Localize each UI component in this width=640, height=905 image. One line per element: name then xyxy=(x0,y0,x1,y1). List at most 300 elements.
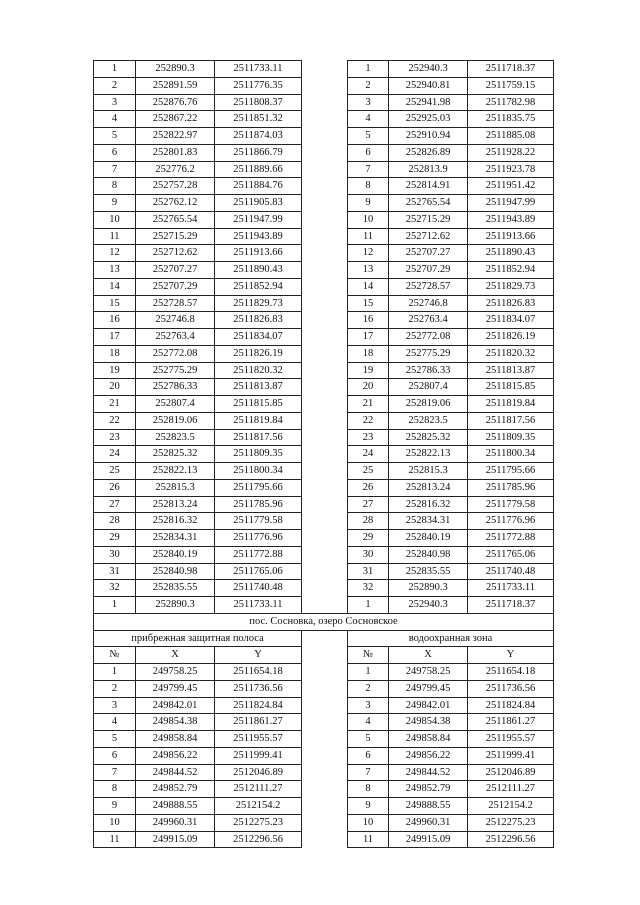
right-point-num: 31 xyxy=(348,563,389,580)
left-point-num: 5 xyxy=(94,731,136,748)
left-y-value: 2511800.34 xyxy=(215,463,302,480)
gap-cell xyxy=(302,312,348,329)
right-x-value: 252772.08 xyxy=(389,329,468,346)
gap-cell xyxy=(302,764,348,781)
left-y-value: 2511913.66 xyxy=(215,245,302,262)
right-x-value: 252834.31 xyxy=(389,513,468,530)
left-x-value: 252835.55 xyxy=(136,580,215,597)
table-row xyxy=(94,530,554,547)
left-x-value: 252707.27 xyxy=(136,262,215,279)
right-y-value: 2511890.43 xyxy=(468,245,554,262)
left-point-num: 25 xyxy=(94,463,136,480)
left-y-value: 2511772.88 xyxy=(215,546,302,563)
left-y-value: 2511809.35 xyxy=(215,446,302,463)
left-point-num: 9 xyxy=(94,195,136,212)
left-x-value: 252807.4 xyxy=(136,396,215,413)
right-point-num: 28 xyxy=(348,513,389,530)
right-x-value: 252728.57 xyxy=(389,278,468,295)
left-point-num: 7 xyxy=(94,161,136,178)
right-point-num: 7 xyxy=(348,161,389,178)
right-point-num: 10 xyxy=(348,211,389,228)
left-y-value: 2511815.85 xyxy=(215,396,302,413)
right-y-value: 2511852.94 xyxy=(468,262,554,279)
right-y-value: 2512046.89 xyxy=(468,764,554,781)
table-row xyxy=(94,278,554,295)
left-x-value: 252819.06 xyxy=(136,412,215,429)
left-y-value: 2511890.43 xyxy=(215,262,302,279)
left-point-num: 20 xyxy=(94,379,136,396)
table-row xyxy=(94,664,554,681)
right-x-value: 252712.62 xyxy=(389,228,468,245)
right-point-num: 16 xyxy=(348,312,389,329)
left-point-num: 7 xyxy=(94,764,136,781)
left-point-num: 19 xyxy=(94,362,136,379)
left-x-value: 252707.29 xyxy=(136,278,215,295)
left-point-num: 4 xyxy=(94,714,136,731)
table-row xyxy=(94,245,554,262)
left-y-value: 2511852.94 xyxy=(215,278,302,295)
left-y-value: 2511736.56 xyxy=(215,680,302,697)
right-point-num: 2 xyxy=(348,680,389,697)
right-point-num: 8 xyxy=(348,781,389,798)
right-x-value: 252822.13 xyxy=(389,446,468,463)
left-point-num: 31 xyxy=(94,563,136,580)
left-point-num: 10 xyxy=(94,211,136,228)
left-y-value: 2511776.35 xyxy=(215,77,302,94)
left-point-num: 32 xyxy=(94,580,136,597)
right-x-value: 249960.31 xyxy=(389,814,468,831)
gap-cell xyxy=(302,412,348,429)
right-y-value: 2511999.41 xyxy=(468,747,554,764)
right-point-num: 24 xyxy=(348,446,389,463)
left-point-num: 28 xyxy=(94,513,136,530)
gap-cell xyxy=(302,630,348,647)
gap-cell xyxy=(302,278,348,295)
left-x-value: 252823.5 xyxy=(136,429,215,446)
right-point-num: 5 xyxy=(348,128,389,145)
right-x-value: 249758.25 xyxy=(389,664,468,681)
right-y-value: 2511824.84 xyxy=(468,697,554,714)
left-y-value: 2511884.76 xyxy=(215,178,302,195)
right-point-num: 11 xyxy=(348,228,389,245)
left-point-num: 17 xyxy=(94,329,136,346)
location-title-row xyxy=(94,613,554,630)
right-x-value: 252840.19 xyxy=(389,530,468,547)
right-header-num: № xyxy=(348,647,389,664)
table-row xyxy=(94,161,554,178)
right-y-value: 2511782.98 xyxy=(468,94,554,111)
section-header xyxy=(94,613,554,663)
left-x-value: 252840.19 xyxy=(136,546,215,563)
gap-cell xyxy=(302,463,348,480)
table-row xyxy=(94,747,554,764)
right-x-value: 252707.27 xyxy=(389,245,468,262)
left-x-value: 252712.62 xyxy=(136,245,215,262)
right-y-value: 2511772.88 xyxy=(468,530,554,547)
left-y-value: 2511785.96 xyxy=(215,496,302,513)
gap-cell xyxy=(302,580,348,597)
left-y-value: 2511874.03 xyxy=(215,128,302,145)
left-point-num: 8 xyxy=(94,178,136,195)
gap-cell xyxy=(302,647,348,664)
right-point-num: 5 xyxy=(348,731,389,748)
left-y-value: 2511820.32 xyxy=(215,362,302,379)
right-point-num: 22 xyxy=(348,412,389,429)
table-row xyxy=(94,396,554,413)
right-y-value: 2511779.58 xyxy=(468,496,554,513)
right-y-value: 2511947.99 xyxy=(468,195,554,212)
left-y-value: 2511733.11 xyxy=(215,61,302,78)
left-y-value: 2511889.66 xyxy=(215,161,302,178)
right-y-value: 2511913.66 xyxy=(468,228,554,245)
right-y-value: 2511654.18 xyxy=(468,664,554,681)
left-x-value: 252890.3 xyxy=(136,597,215,614)
left-x-value: 252840.98 xyxy=(136,563,215,580)
right-x-value: 249842.01 xyxy=(389,697,468,714)
left-point-num: 11 xyxy=(94,228,136,245)
gap-cell xyxy=(302,680,348,697)
left-y-value: 2511808.37 xyxy=(215,94,302,111)
right-y-value: 2511834.07 xyxy=(468,312,554,329)
left-point-num: 6 xyxy=(94,144,136,161)
upper-table-body xyxy=(94,61,554,614)
left-x-value: 252825.32 xyxy=(136,446,215,463)
right-y-value: 2511800.34 xyxy=(468,446,554,463)
right-point-num: 3 xyxy=(348,697,389,714)
left-y-value: 2511866.79 xyxy=(215,144,302,161)
right-y-value: 2511885.08 xyxy=(468,128,554,145)
right-point-num: 29 xyxy=(348,530,389,547)
gap-cell xyxy=(302,814,348,831)
gap-cell xyxy=(302,781,348,798)
left-point-num: 3 xyxy=(94,697,136,714)
gap-cell xyxy=(302,731,348,748)
right-point-num: 26 xyxy=(348,479,389,496)
left-y-value: 2511733.11 xyxy=(215,597,302,614)
table-row xyxy=(94,195,554,212)
table-row xyxy=(94,329,554,346)
table-row xyxy=(94,714,554,731)
left-y-value: 2511851.32 xyxy=(215,111,302,128)
gap-cell xyxy=(302,128,348,145)
left-x-value: 249915.09 xyxy=(136,831,215,848)
table-row xyxy=(94,429,554,446)
right-y-value: 2511815.85 xyxy=(468,379,554,396)
right-point-num: 8 xyxy=(348,178,389,195)
table-row xyxy=(94,61,554,78)
gap-cell xyxy=(302,446,348,463)
right-x-value: 252925.03 xyxy=(389,111,468,128)
left-x-value: 252813.24 xyxy=(136,496,215,513)
table-row xyxy=(94,295,554,312)
right-point-num: 32 xyxy=(348,580,389,597)
left-y-value: 2512296.56 xyxy=(215,831,302,848)
table-row xyxy=(94,128,554,145)
right-y-value: 2511776.96 xyxy=(468,513,554,530)
right-x-value: 249888.55 xyxy=(389,798,468,815)
left-x-value: 249842.01 xyxy=(136,697,215,714)
left-y-value: 2512154.2 xyxy=(215,798,302,815)
left-y-value: 2511826.19 xyxy=(215,345,302,362)
left-point-num: 22 xyxy=(94,412,136,429)
left-point-num: 1 xyxy=(94,664,136,681)
table-row xyxy=(94,345,554,362)
table-row xyxy=(94,513,554,530)
right-x-value: 252825.32 xyxy=(389,429,468,446)
gap-cell xyxy=(302,195,348,212)
left-y-value: 2511905.83 xyxy=(215,195,302,212)
left-point-num: 5 xyxy=(94,128,136,145)
left-y-value: 2511779.58 xyxy=(215,513,302,530)
right-point-num: 14 xyxy=(348,278,389,295)
gap-cell xyxy=(302,798,348,815)
left-section-title: прибрежная защитная полоса xyxy=(94,630,302,647)
left-point-num: 27 xyxy=(94,496,136,513)
gap-cell xyxy=(302,396,348,413)
table-row xyxy=(94,580,554,597)
left-y-value: 2511795.66 xyxy=(215,479,302,496)
left-y-value: 2511813.87 xyxy=(215,379,302,396)
gap-cell xyxy=(302,479,348,496)
left-point-num: 1 xyxy=(94,61,136,78)
left-y-value: 2512046.89 xyxy=(215,764,302,781)
left-y-value: 2512111.27 xyxy=(215,781,302,798)
right-point-num: 19 xyxy=(348,362,389,379)
right-point-num: 3 xyxy=(348,94,389,111)
right-y-value: 2511809.35 xyxy=(468,429,554,446)
right-x-value: 252941.98 xyxy=(389,94,468,111)
left-y-value: 2512275.23 xyxy=(215,814,302,831)
left-point-num: 11 xyxy=(94,831,136,848)
right-x-value: 252840.98 xyxy=(389,546,468,563)
left-y-value: 2511654.18 xyxy=(215,664,302,681)
table-row xyxy=(94,412,554,429)
gap-cell xyxy=(302,178,348,195)
right-point-num: 6 xyxy=(348,144,389,161)
left-point-num: 4 xyxy=(94,111,136,128)
right-y-value: 2511736.56 xyxy=(468,680,554,697)
left-point-num: 29 xyxy=(94,530,136,547)
right-y-value: 2511835.75 xyxy=(468,111,554,128)
table-row xyxy=(94,831,554,848)
gap-cell xyxy=(302,262,348,279)
left-y-value: 2511824.84 xyxy=(215,697,302,714)
right-y-value: 2511955.57 xyxy=(468,731,554,748)
right-x-value: 252814.91 xyxy=(389,178,468,195)
right-y-value: 2511928.22 xyxy=(468,144,554,161)
left-point-num: 24 xyxy=(94,446,136,463)
left-point-num: 18 xyxy=(94,345,136,362)
right-x-value: 249852.79 xyxy=(389,781,468,798)
right-point-num: 13 xyxy=(348,262,389,279)
left-y-value: 2511947.99 xyxy=(215,211,302,228)
right-point-num: 21 xyxy=(348,396,389,413)
table-row xyxy=(94,479,554,496)
right-x-value: 249854.38 xyxy=(389,714,468,731)
right-point-num: 20 xyxy=(348,379,389,396)
right-y-value: 2511718.37 xyxy=(468,61,554,78)
left-point-num: 23 xyxy=(94,429,136,446)
left-y-value: 2511817.56 xyxy=(215,429,302,446)
left-x-value: 252801.83 xyxy=(136,144,215,161)
left-x-value: 252867.22 xyxy=(136,111,215,128)
right-x-value: 252823.5 xyxy=(389,412,468,429)
right-y-value: 2511765.06 xyxy=(468,546,554,563)
right-point-num: 1 xyxy=(348,664,389,681)
right-y-value: 2511718.37 xyxy=(468,597,554,614)
right-x-value: 252765.54 xyxy=(389,195,468,212)
table-row xyxy=(94,312,554,329)
right-point-num: 18 xyxy=(348,345,389,362)
gap-cell xyxy=(302,831,348,848)
right-x-value: 249799.45 xyxy=(389,680,468,697)
left-header-x: X xyxy=(136,647,215,664)
right-x-value: 252910.94 xyxy=(389,128,468,145)
right-y-value: 2512275.23 xyxy=(468,814,554,831)
gap-cell xyxy=(302,747,348,764)
right-x-value: 249915.09 xyxy=(389,831,468,848)
table-row xyxy=(94,563,554,580)
table-row xyxy=(94,814,554,831)
right-point-num: 9 xyxy=(348,195,389,212)
gap-cell xyxy=(302,714,348,731)
gap-cell xyxy=(302,697,348,714)
right-point-num: 11 xyxy=(348,831,389,848)
table-row xyxy=(94,680,554,697)
gap-cell xyxy=(302,228,348,245)
right-point-num: 12 xyxy=(348,245,389,262)
right-y-value: 2511819.84 xyxy=(468,396,554,413)
left-x-value: 249960.31 xyxy=(136,814,215,831)
right-x-value: 252940.3 xyxy=(389,597,468,614)
left-y-value: 2511765.06 xyxy=(215,563,302,580)
table-row xyxy=(94,94,554,111)
right-x-value: 252775.29 xyxy=(389,345,468,362)
left-x-value: 249888.55 xyxy=(136,798,215,815)
left-x-value: 252776.2 xyxy=(136,161,215,178)
left-x-value: 249758.25 xyxy=(136,664,215,681)
right-y-value: 2511826.19 xyxy=(468,329,554,346)
right-x-value: 252826.89 xyxy=(389,144,468,161)
left-point-num: 1 xyxy=(94,597,136,614)
left-header-num: № xyxy=(94,647,136,664)
left-x-value: 252891.59 xyxy=(136,77,215,94)
table-row xyxy=(94,262,554,279)
table-row xyxy=(94,781,554,798)
right-y-value: 2511861.27 xyxy=(468,714,554,731)
left-x-value: 252728.57 xyxy=(136,295,215,312)
right-y-value: 2512296.56 xyxy=(468,831,554,848)
left-point-num: 8 xyxy=(94,781,136,798)
left-x-value: 249854.38 xyxy=(136,714,215,731)
right-y-value: 2511820.32 xyxy=(468,345,554,362)
right-y-value: 2511923.78 xyxy=(468,161,554,178)
left-y-value: 2511819.84 xyxy=(215,412,302,429)
right-y-value: 2511795.66 xyxy=(468,463,554,480)
gap-cell xyxy=(302,245,348,262)
table-row xyxy=(94,697,554,714)
left-y-value: 2511955.57 xyxy=(215,731,302,748)
right-y-value: 2511943.89 xyxy=(468,211,554,228)
left-y-value: 2511834.07 xyxy=(215,329,302,346)
gap-cell xyxy=(302,329,348,346)
right-x-value: 252807.4 xyxy=(389,379,468,396)
left-x-value: 252822.97 xyxy=(136,128,215,145)
right-y-value: 2511951.42 xyxy=(468,178,554,195)
gap-cell xyxy=(302,111,348,128)
column-header-row xyxy=(94,647,554,664)
gap-cell xyxy=(302,211,348,228)
right-x-value: 252746.8 xyxy=(389,295,468,312)
left-y-value: 2511776.96 xyxy=(215,530,302,547)
right-point-num: 9 xyxy=(348,798,389,815)
left-y-value: 2511740.48 xyxy=(215,580,302,597)
right-x-value: 252940.81 xyxy=(389,77,468,94)
right-point-num: 10 xyxy=(348,814,389,831)
right-x-value: 249856.22 xyxy=(389,747,468,764)
right-x-value: 252786.33 xyxy=(389,362,468,379)
gap-cell xyxy=(302,546,348,563)
gap-cell xyxy=(302,144,348,161)
gap-cell xyxy=(302,345,348,362)
right-point-num: 4 xyxy=(348,111,389,128)
section-titles-row xyxy=(94,630,554,647)
right-point-num: 27 xyxy=(348,496,389,513)
left-point-num: 10 xyxy=(94,814,136,831)
gap-cell xyxy=(302,496,348,513)
left-point-num: 9 xyxy=(94,798,136,815)
left-point-num: 21 xyxy=(94,396,136,413)
table-row xyxy=(94,362,554,379)
gap-cell xyxy=(302,77,348,94)
left-x-value: 249856.22 xyxy=(136,747,215,764)
left-x-value: 249799.45 xyxy=(136,680,215,697)
gap-cell xyxy=(302,61,348,78)
left-x-value: 252815.3 xyxy=(136,479,215,496)
right-point-num: 30 xyxy=(348,546,389,563)
table-row xyxy=(94,379,554,396)
right-x-value: 252819.06 xyxy=(389,396,468,413)
gap-cell xyxy=(302,513,348,530)
right-point-num: 25 xyxy=(348,463,389,480)
right-y-value: 2511740.48 xyxy=(468,563,554,580)
table-row xyxy=(94,178,554,195)
left-x-value: 252715.29 xyxy=(136,228,215,245)
table-row xyxy=(94,111,554,128)
left-y-value: 2511999.41 xyxy=(215,747,302,764)
right-x-value: 252940.3 xyxy=(389,61,468,78)
table-row xyxy=(94,463,554,480)
left-x-value: 252786.33 xyxy=(136,379,215,396)
right-x-value: 252816.32 xyxy=(389,496,468,513)
right-y-value: 2511817.56 xyxy=(468,412,554,429)
left-x-value: 252746.8 xyxy=(136,312,215,329)
left-x-value: 252890.3 xyxy=(136,61,215,78)
location-title: пос. Сосновка, озеро Сосновское xyxy=(94,613,554,630)
left-point-num: 2 xyxy=(94,77,136,94)
right-y-value: 2511733.11 xyxy=(468,580,554,597)
right-x-value: 252815.3 xyxy=(389,463,468,480)
gap-cell xyxy=(302,429,348,446)
left-x-value: 252772.08 xyxy=(136,345,215,362)
table-row xyxy=(94,764,554,781)
left-header-y: Y xyxy=(215,647,302,664)
left-y-value: 2511826.83 xyxy=(215,312,302,329)
coordinates-table xyxy=(93,60,554,848)
right-x-value: 249844.52 xyxy=(389,764,468,781)
table-row xyxy=(94,496,554,513)
left-x-value: 252876.76 xyxy=(136,94,215,111)
